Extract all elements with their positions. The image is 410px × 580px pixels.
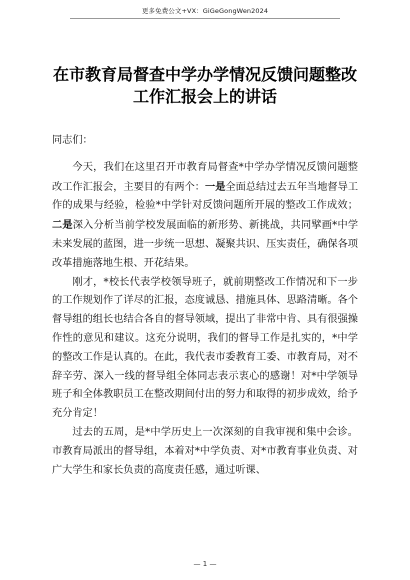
- point-2-label: 二是: [52, 219, 73, 232]
- paragraph-3: 过去的五周，是*中学历史上一次深刻的自我审视和集中会诊。市教育局派出的督导组，本着对*中学负责、对*市教育事业负责、对广大学生和家长负责的高度责任感，通过听课、: [52, 426, 358, 476]
- paragraph-2: 刚才，*校长代表学校领导班子，就前期整改工作情况和下一步的工作规划作了详尽的汇报，态度诚恳、措施具体、思路清晰。各个督导组的组长也结合各自的督导领域，提出了非常中肯、具有很强操作性的意见和建议。这充分说明，我们的督导工作是扎实的，*中学的整改工作是认真的。在此，我代表市委教育工委、市教育局，对不辞辛劳、深入一线的督导组全体同志表示衷心的感谢！对*中学领导班子和全体教职员工在整改期间付出的努力和取得的初步成效，给予充分肯定！: [52, 276, 358, 420]
- paragraph-1: [52, 159, 358, 274]
- page-number: — 1 —: [193, 560, 217, 568]
- point-2-text: 深入分析当前学校发展面临的新形势、新挑战，共同擘画*中学未来发展的蓝图，进一步统一思想、凝聚共识、压实责任，确保各项改革措施落地生根、开花结果。: [52, 220, 359, 269]
- point-1-text: 全面总结过去五年当地督导工作的成果与经验，检验*中学针对反馈问题所开展的整改工作成效；: [52, 181, 359, 212]
- greeting: 同志们：: [52, 135, 93, 146]
- document-title: 在市教育局督查中学办学情况反馈问题整改工作汇报会上的讲话: [52, 65, 357, 106]
- paragraph-1-intro: 今天，我们在这里召开市教育局督查*中学办学情况反馈问题整改工作汇报会，主要目的有两个：: [52, 161, 358, 193]
- header-divider: [70, 18, 340, 19]
- header-note: 更多免费公文+VX：GiGeGongWen2024: [141, 7, 269, 15]
- document-body: [52, 132, 358, 480]
- point-1-label: 一是: [205, 180, 226, 193]
